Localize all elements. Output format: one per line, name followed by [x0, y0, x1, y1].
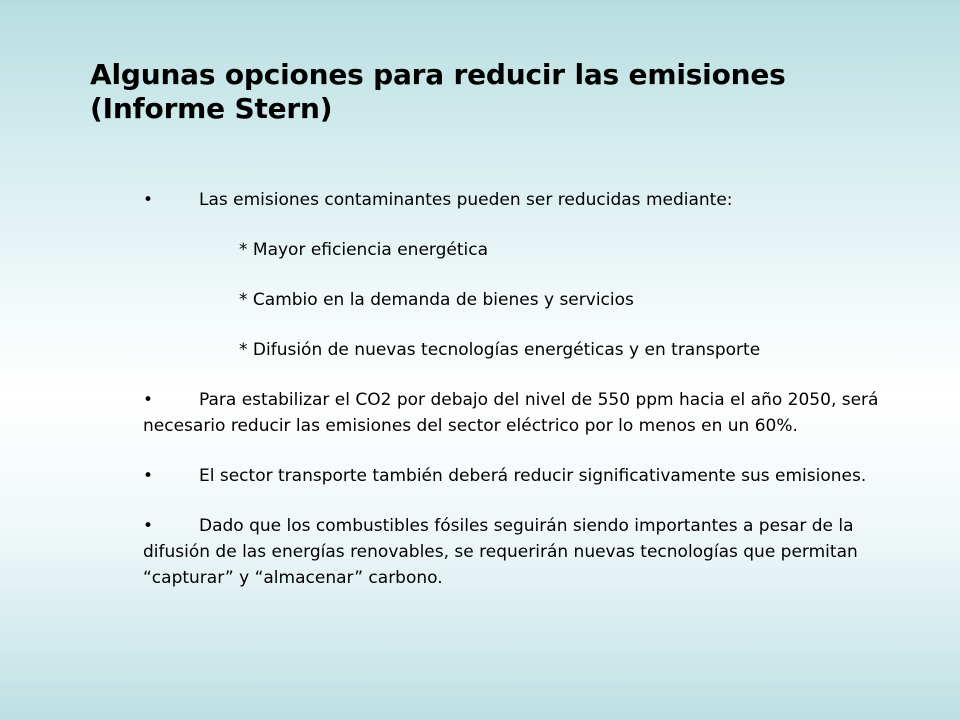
slide-title — [90, 58, 890, 126]
bullet-icon: • — [143, 516, 154, 536]
bullet-item-3 — [143, 463, 923, 489]
bullet-text-3: El sector transporte también deberá reducir significativamente sus emisiones. — [199, 466, 867, 486]
bullet-text-1: Las emisiones contaminantes pueden ser reducidas mediante: — [199, 190, 733, 210]
sub-item-2: * Cambio en la demanda de bienes y servicios — [239, 290, 634, 310]
bullet-text-2: Para estabilizar el CO2 por debajo del nivel de 550 ppm hacia el año 2050, será necesario reducir las emisiones del sector eléctrico por lo menos en un 60%. — [143, 390, 879, 436]
sub-item-1: * Mayor eficiencia energética — [239, 240, 488, 260]
slide-body — [143, 187, 923, 591]
bullet-text-4: Dado que los combustibles fósiles seguirán siendo importantes a pesar de la difusión de las energías renovables, se requerirán nuevas tecnologías que permitan “capturar” y “almacenar” carbono. — [143, 516, 858, 588]
bullet-icon: • — [143, 390, 154, 410]
bullet-item-1 — [143, 187, 923, 213]
bullet-icon: • — [143, 190, 154, 210]
bullet-item-2 — [143, 387, 923, 439]
bullet-item-4 — [143, 513, 923, 591]
slide-title-line-1: Algunas opciones para reducir las emisiones — [90, 58, 786, 91]
sub-item-3: * Difusión de nuevas tecnologías energéticas y en transporte — [239, 340, 761, 360]
slide-title-line-2: (Informe Stern) — [90, 92, 333, 125]
bullet-icon: • — [143, 466, 154, 486]
